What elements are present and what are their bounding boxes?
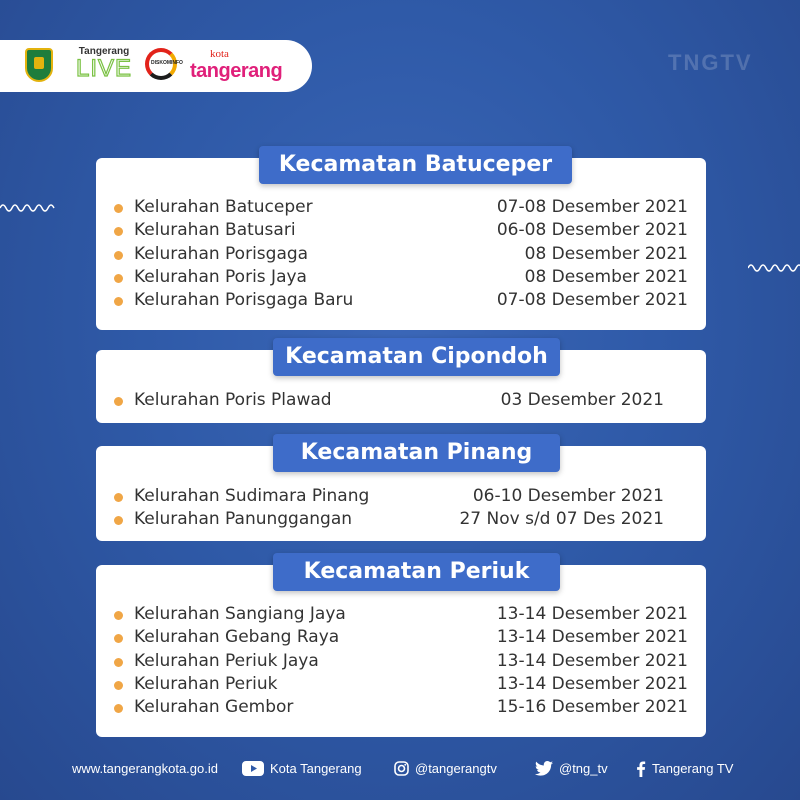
city-emblem-logo — [25, 48, 53, 82]
bullet-icon — [114, 704, 123, 713]
footer-youtube — [242, 760, 362, 780]
list-item — [114, 697, 688, 719]
bullet-icon — [114, 274, 123, 283]
list-item — [114, 197, 688, 219]
bullet-icon — [114, 516, 123, 525]
tangerang-live-logo — [73, 46, 135, 86]
schedule-date: 13-14 Desember 2021 — [496, 604, 688, 624]
kota-tangerang-logo — [190, 49, 282, 82]
kelurahan-name: Kelurahan Gembor — [134, 697, 294, 717]
kelurahan-name: Kelurahan Periuk — [134, 674, 278, 694]
schedule-date: 06-08 Desember 2021 — [496, 220, 688, 240]
kelurahan-name: Kelurahan Poris Jaya — [134, 267, 307, 287]
wave-decoration-left — [0, 202, 56, 214]
schedule-date: 07-08 Desember 2021 — [496, 197, 688, 217]
section-title-batuceper: Kecamatan Batuceper — [259, 146, 572, 184]
schedule-date: 06-10 Desember 2021 — [472, 486, 664, 506]
diskominfo-logo — [145, 48, 183, 80]
kelurahan-name: Kelurahan Batusari — [134, 220, 296, 240]
schedule-date: 08 Desember 2021 — [524, 267, 688, 287]
kota-logo-big-text: tangerang — [190, 60, 283, 82]
youtube-icon — [242, 761, 264, 776]
list-item — [114, 267, 688, 289]
schedule-date: 13-14 Desember 2021 — [496, 674, 688, 694]
diskominfo-logo-text: DISKOMINFO — [151, 60, 183, 66]
instagram-handle: @tangerangtv — [415, 761, 497, 777]
list-item — [114, 509, 664, 531]
section-title-cipondoh: Kecamatan Cipondoh — [273, 338, 560, 376]
footer-twitter — [535, 760, 608, 780]
kelurahan-name: Kelurahan Porisgaga — [134, 244, 309, 264]
twitter-icon — [535, 761, 553, 776]
bullet-icon — [114, 227, 123, 236]
bullet-icon — [114, 658, 123, 667]
list-item — [114, 486, 664, 508]
instagram-icon — [394, 761, 409, 776]
schedule-date: 08 Desember 2021 — [524, 244, 688, 264]
footer-instagram — [394, 760, 497, 780]
kelurahan-name: Kelurahan Sudimara Pinang — [134, 486, 370, 506]
wave-decoration-right — [748, 262, 800, 274]
kelurahan-name: Kelurahan Porisgaga Baru — [134, 290, 354, 310]
facebook-handle: Tangerang TV — [652, 761, 734, 777]
schedule-date: 27 Nov s/d 07 Des 2021 — [459, 509, 664, 529]
bullet-icon — [114, 251, 123, 260]
kelurahan-name: Kelurahan Batuceper — [134, 197, 313, 217]
section-title-pinang: Kecamatan Pinang — [273, 434, 560, 472]
list-item — [114, 290, 688, 312]
tngtv-watermark: TNGTV — [668, 50, 753, 75]
schedule-date: 13-14 Desember 2021 — [496, 627, 688, 647]
facebook-icon — [636, 761, 646, 777]
footer-website — [72, 760, 218, 780]
kelurahan-name: Kelurahan Poris Plawad — [134, 390, 332, 410]
schedule-date: 07-08 Desember 2021 — [496, 290, 688, 310]
youtube-handle: Kota Tangerang — [270, 761, 362, 777]
schedule-date: 13-14 Desember 2021 — [496, 651, 688, 671]
schedule-date: 03 Desember 2021 — [500, 390, 664, 410]
bullet-icon — [114, 634, 123, 643]
kota-logo-small-text: kota — [210, 48, 229, 60]
schedule-date: 15-16 Desember 2021 — [496, 697, 688, 717]
kelurahan-name: Kelurahan Panunggangan — [134, 509, 353, 529]
bullet-icon — [114, 611, 123, 620]
list-item — [114, 674, 688, 696]
kelurahan-name: Kelurahan Sangiang Jaya — [134, 604, 346, 624]
bullet-icon — [114, 681, 123, 690]
kelurahan-name: Kelurahan Periuk Jaya — [134, 651, 319, 671]
kelurahan-name: Kelurahan Gebang Raya — [134, 627, 340, 647]
list-item — [114, 627, 688, 649]
list-item — [114, 604, 688, 626]
twitter-handle: @tng_tv — [559, 761, 608, 777]
list-item — [114, 244, 688, 266]
logo-bar — [0, 40, 312, 92]
list-item — [114, 220, 688, 242]
bullet-icon — [114, 297, 123, 306]
section-title-periuk: Kecamatan Periuk — [273, 553, 560, 591]
bullet-icon — [114, 397, 123, 406]
bullet-icon — [114, 204, 123, 213]
footer-facebook — [636, 760, 733, 780]
list-item — [114, 390, 664, 412]
live-logo-big-text: LIVE — [75, 55, 133, 82]
bullet-icon — [114, 493, 123, 502]
website-link: www.tangerangkota.go.id — [72, 761, 218, 777]
live-logo-small-text: Tangerang — [78, 46, 130, 57]
list-item — [114, 651, 688, 673]
